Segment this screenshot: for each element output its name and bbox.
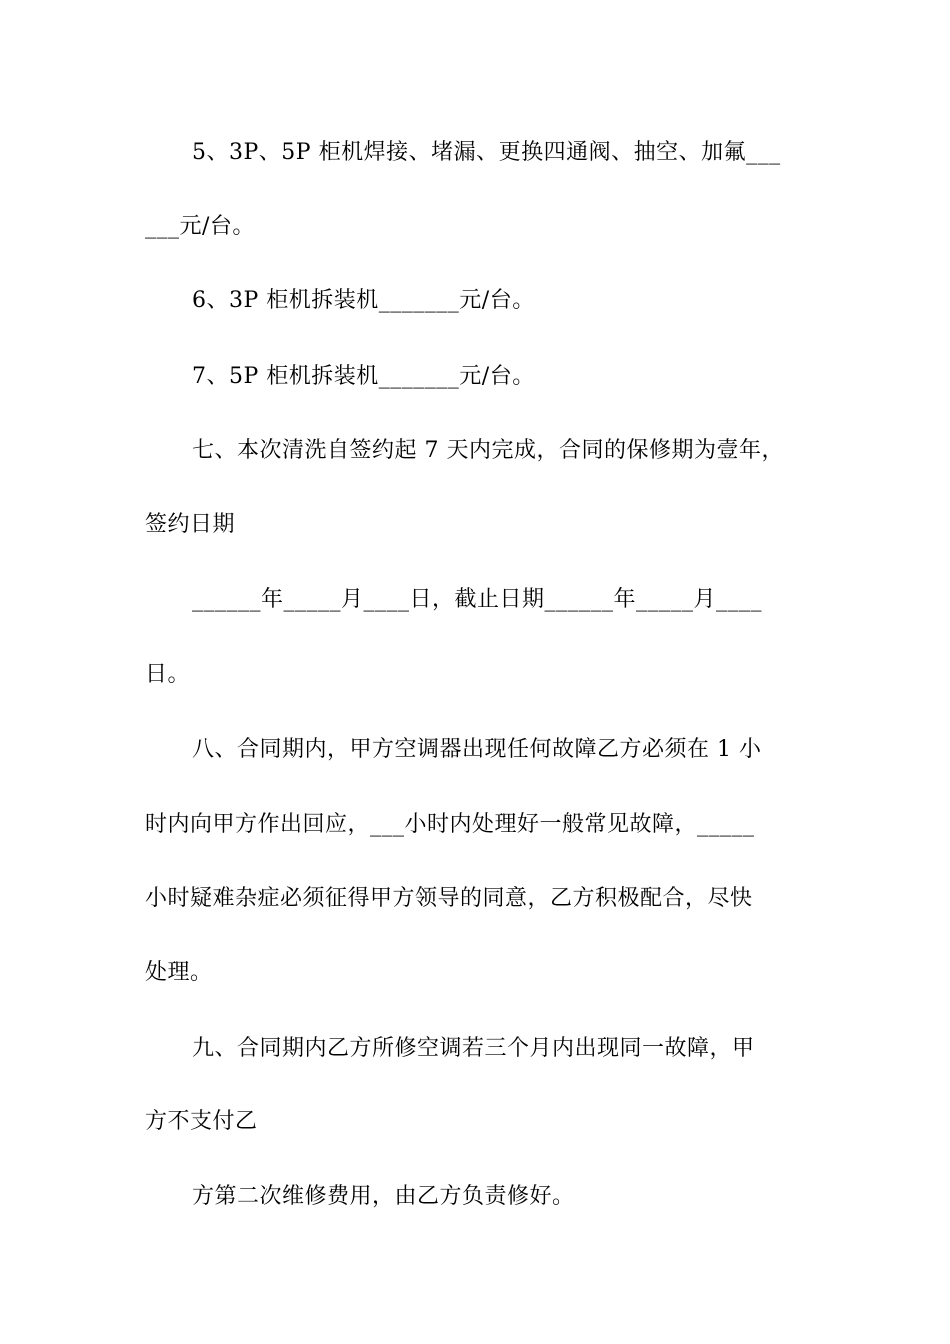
section-7-dates: ______年_____月____日，截止日期______年_____月____ bbox=[192, 587, 763, 612]
section-9-line-3: 方第二次维修费用，由乙方负责修好。 bbox=[192, 1184, 575, 1209]
section-8-line-3: 小时疑难杂症必须征得甲方领导的同意，乙方积极配合，尽快 bbox=[145, 886, 753, 911]
section-9-line-1: 九、合同期内乙方所修空调若三个月内出现同一故障，甲 bbox=[192, 1036, 755, 1061]
section-9-line-2: 方不支付乙 bbox=[145, 1109, 258, 1134]
section-8-line-1: 八、合同期内，甲方空调器出现任何故障乙方必须在 1 小 bbox=[192, 737, 762, 762]
section-7-line-1: 七、本次清洗自签约起 7 天内完成，合同的保修期为壹年， bbox=[192, 438, 784, 463]
section-7-dates-end: 日。 bbox=[145, 662, 191, 687]
clause-5-line-1: 5、3P、5P 柜机焊接、堵漏、更换四通阀、抽空、加氟___ bbox=[192, 140, 781, 165]
section-8-line-2: 时内向甲方作出回应，___小时内处理好一般常见故障，_____ bbox=[145, 812, 755, 837]
section-8-line-4: 处理。 bbox=[145, 960, 213, 985]
clause-7: 7、5P 柜机拆装机_______元/台。 bbox=[192, 364, 535, 389]
clause-5-line-2: ___元/台。 bbox=[145, 214, 255, 239]
section-7-line-2: 签约日期 bbox=[145, 512, 236, 537]
clause-6: 6、3P 柜机拆装机_______元/台。 bbox=[192, 288, 535, 313]
